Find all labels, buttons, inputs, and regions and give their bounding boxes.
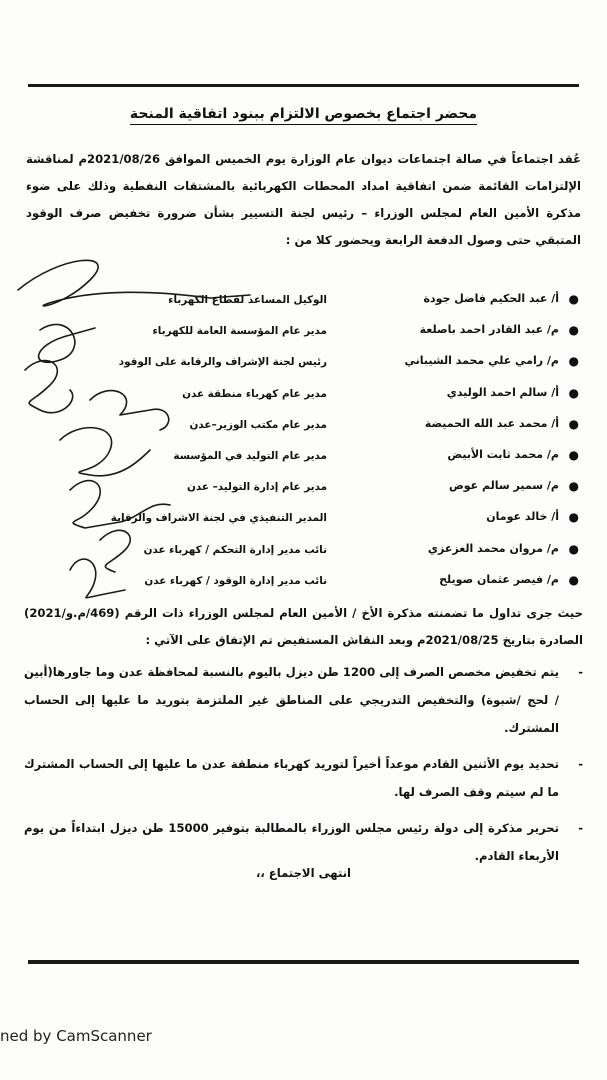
attendee-name: أ/ محمد عبد الله الحميضة (424, 416, 559, 430)
bullet-icon: ● (568, 323, 579, 338)
decision-item (24, 814, 583, 870)
attendee-row (28, 319, 579, 350)
decision-list (24, 658, 583, 878)
attendee-row (28, 413, 579, 444)
document-title-text: محضر اجتماع بخصوص الالتزام ببنود اتفاقية المنحة (130, 106, 477, 125)
attendee-role: نائب مدير إدارة الوقود / كهرباء عدن (144, 574, 327, 587)
bullet-icon: ● (568, 541, 579, 556)
attendee-row (28, 288, 579, 319)
bullet-icon: ● (568, 447, 579, 462)
dash-bullet-icon: - (578, 757, 583, 771)
attendee-row (28, 538, 579, 569)
decision-item (24, 658, 583, 742)
attendee-name: م/ عبد القادر احمد باصلعة (419, 323, 559, 337)
attendee-row (28, 382, 579, 413)
decision-text: تحرير مذكرة إلى دولة رئيس مجلس الوزراء بالمطالبة بتوفير 15000 طن ديزل ابتداءاً من يوم الأربعاء القادم. (24, 821, 559, 863)
attendee-row (28, 350, 579, 381)
attendee-name: م/ سمير سالم عوض (448, 479, 559, 493)
attendee-name: أ/ عبد الحكيم فاضل جودة (423, 292, 559, 305)
attendee-row (28, 569, 579, 600)
dash-bullet-icon: - (578, 821, 583, 835)
bullet-icon: ● (568, 385, 579, 400)
attendee-row (28, 506, 579, 537)
attendee-role: مدير عام كهرباء منطقة عدن (182, 387, 327, 400)
attendee-role: رئيس لجنة الإشراف والرقابة على الوقود (118, 356, 327, 369)
attendee-role: مدير عام إدارة التوليد– عدن (187, 481, 327, 494)
attendee-name: أ/ سالم احمد الوليدي (446, 385, 559, 399)
attendee-name: م/ مروان محمد العزعزي (427, 541, 559, 555)
attendee-role: مدير عام المؤسسة العامة للكهرباء (152, 325, 327, 338)
attendee-name: أ/ خالد عومان (486, 510, 559, 524)
bottom-divider (28, 960, 579, 964)
attendee-list (28, 288, 579, 600)
intro-paragraph: عُقد اجتماعاً في صالة اجتماعات ديوان عام الوزارة يوم الخميس الموافق 2021/08/26م لمناقشة الإلتزامات القائمة ضمن اتفاقية امداد المحطات الكهربائية بالمشتقات النفطية وذلك على ضوء مذكرة الأمين العام لمجلس الوزراء – رئيس لجنة التسيير بشأن ضرورة تخفيض صرف الوقود المتبقي حتى وصول الدفعة الرابعة ويحضور كلا من : (26, 152, 581, 247)
document-title (0, 106, 607, 122)
discussion-paragraph: حيث جرى تداول ما تضمنته مذكرة الأخ / الأمين العام لمجلس الوزراء ذات الرقم (469/م.و/2021) الصادرة بتاريخ 2021/08/25م وبعد النقاش المستفيض تم الإتفاق على الآتي : (24, 606, 583, 647)
decision-item (24, 750, 583, 806)
attendee-role: مدير عام التوليد في المؤسسة (173, 449, 327, 462)
attendee-role: الوكيل المساعد لقطاع الكهرباء (168, 294, 327, 306)
attendee-name: م/ محمد ثابت الأبيض (447, 447, 559, 461)
closing-line: انتهى الاجتماع ،، (255, 866, 352, 880)
attendee-row (28, 444, 579, 475)
attendee-role: نائب مدير إدارة التحكم / كهرباء عدن (143, 543, 327, 556)
attendee-name: م/ فيصر عثمان صويلح (439, 572, 559, 586)
bullet-icon: ● (568, 572, 579, 587)
attendee-row (28, 475, 579, 506)
dash-bullet-icon: - (578, 665, 583, 679)
decision-text: تحديد يوم الأثنين القادم موعداً أخيراً لتوريد كهرباء منطقة عدن ما عليها إلى الحساب المشترك ما لم سيتم وقف الصرف لها. (24, 757, 559, 799)
decision-text: يتم تخفيض مخصص الصرف إلى 1200 طن ديزل باليوم بالنسبة لمحافظة عدن وما جاورها(أبين / لحج /شبوة) والتخفيض التدريجي على المناطق غير الملتزمة بتوريد ما عليها إلى الحساب المشترك. (24, 665, 560, 735)
bullet-icon: ● (568, 416, 579, 431)
top-divider (28, 84, 579, 87)
attendee-role: مدير عام مكتب الوزير–عدن (189, 418, 327, 431)
attendee-role: المدير التنفيذي في لجنة الاشراف والرقابة (110, 512, 327, 525)
bullet-icon: ● (568, 479, 579, 494)
bullet-icon: ● (568, 510, 579, 525)
bullet-icon: ● (568, 292, 579, 306)
scanner-watermark: ned by CamScanner (0, 1027, 152, 1045)
attendee-name: م/ رامي علي محمد الشيباني (404, 354, 559, 368)
bullet-icon: ● (568, 354, 579, 369)
